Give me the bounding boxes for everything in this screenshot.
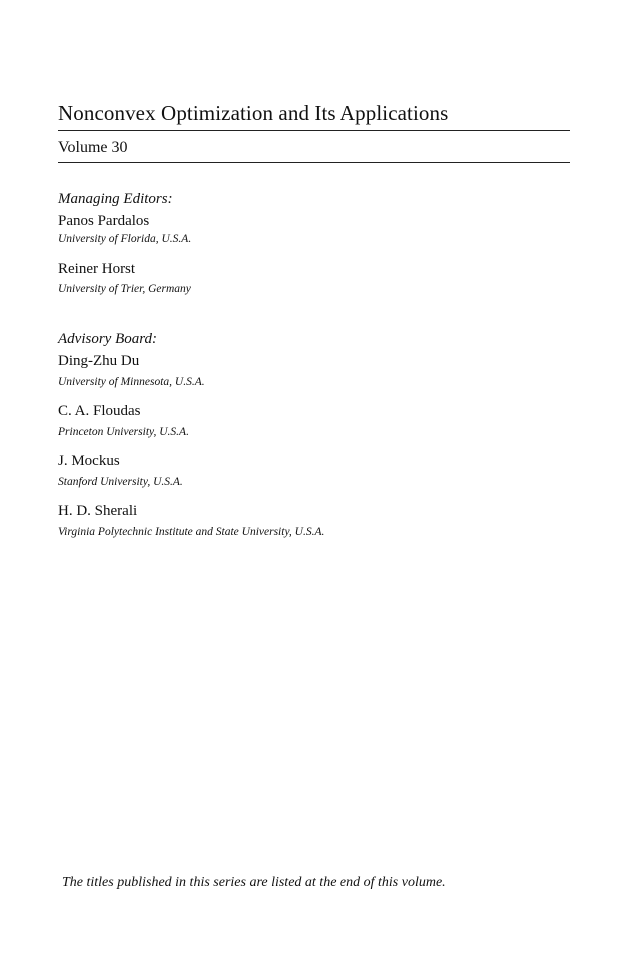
board-member-name: H. D. Sherali [58,503,138,519]
board-member-name: Ding-Zhu Du [58,353,140,369]
board-member-affiliation: University of Minnesota, U.S.A. [58,376,205,388]
volume-number: Volume 30 [58,139,128,156]
editor-name: Panos Pardalos [58,213,150,229]
editor-affiliation: University of Florida, U.S.A. [58,233,192,245]
board-member-affiliation: Princeton University, U.S.A. [58,426,189,438]
series-listing-note: The titles published in this series are listed at the end of this volume. [62,875,446,890]
board-member-name: J. Mockus [58,453,120,469]
board-member-affiliation: Stanford University, U.S.A. [58,476,183,488]
advisory-board-heading: Advisory Board: [58,331,158,347]
managing-editors-heading: Managing Editors: [58,191,173,207]
bottom-rule [58,162,570,163]
top-rule [58,130,570,131]
editor-affiliation: University of Trier, Germany [58,283,191,295]
board-member-name: C. A. Floudas [58,403,141,419]
editor-name: Reiner Horst [58,261,136,277]
series-title: Nonconvex Optimization and Its Applications [58,101,449,125]
board-member-affiliation: Virginia Polytechnic Institute and State University, U.S.A. [58,526,325,538]
